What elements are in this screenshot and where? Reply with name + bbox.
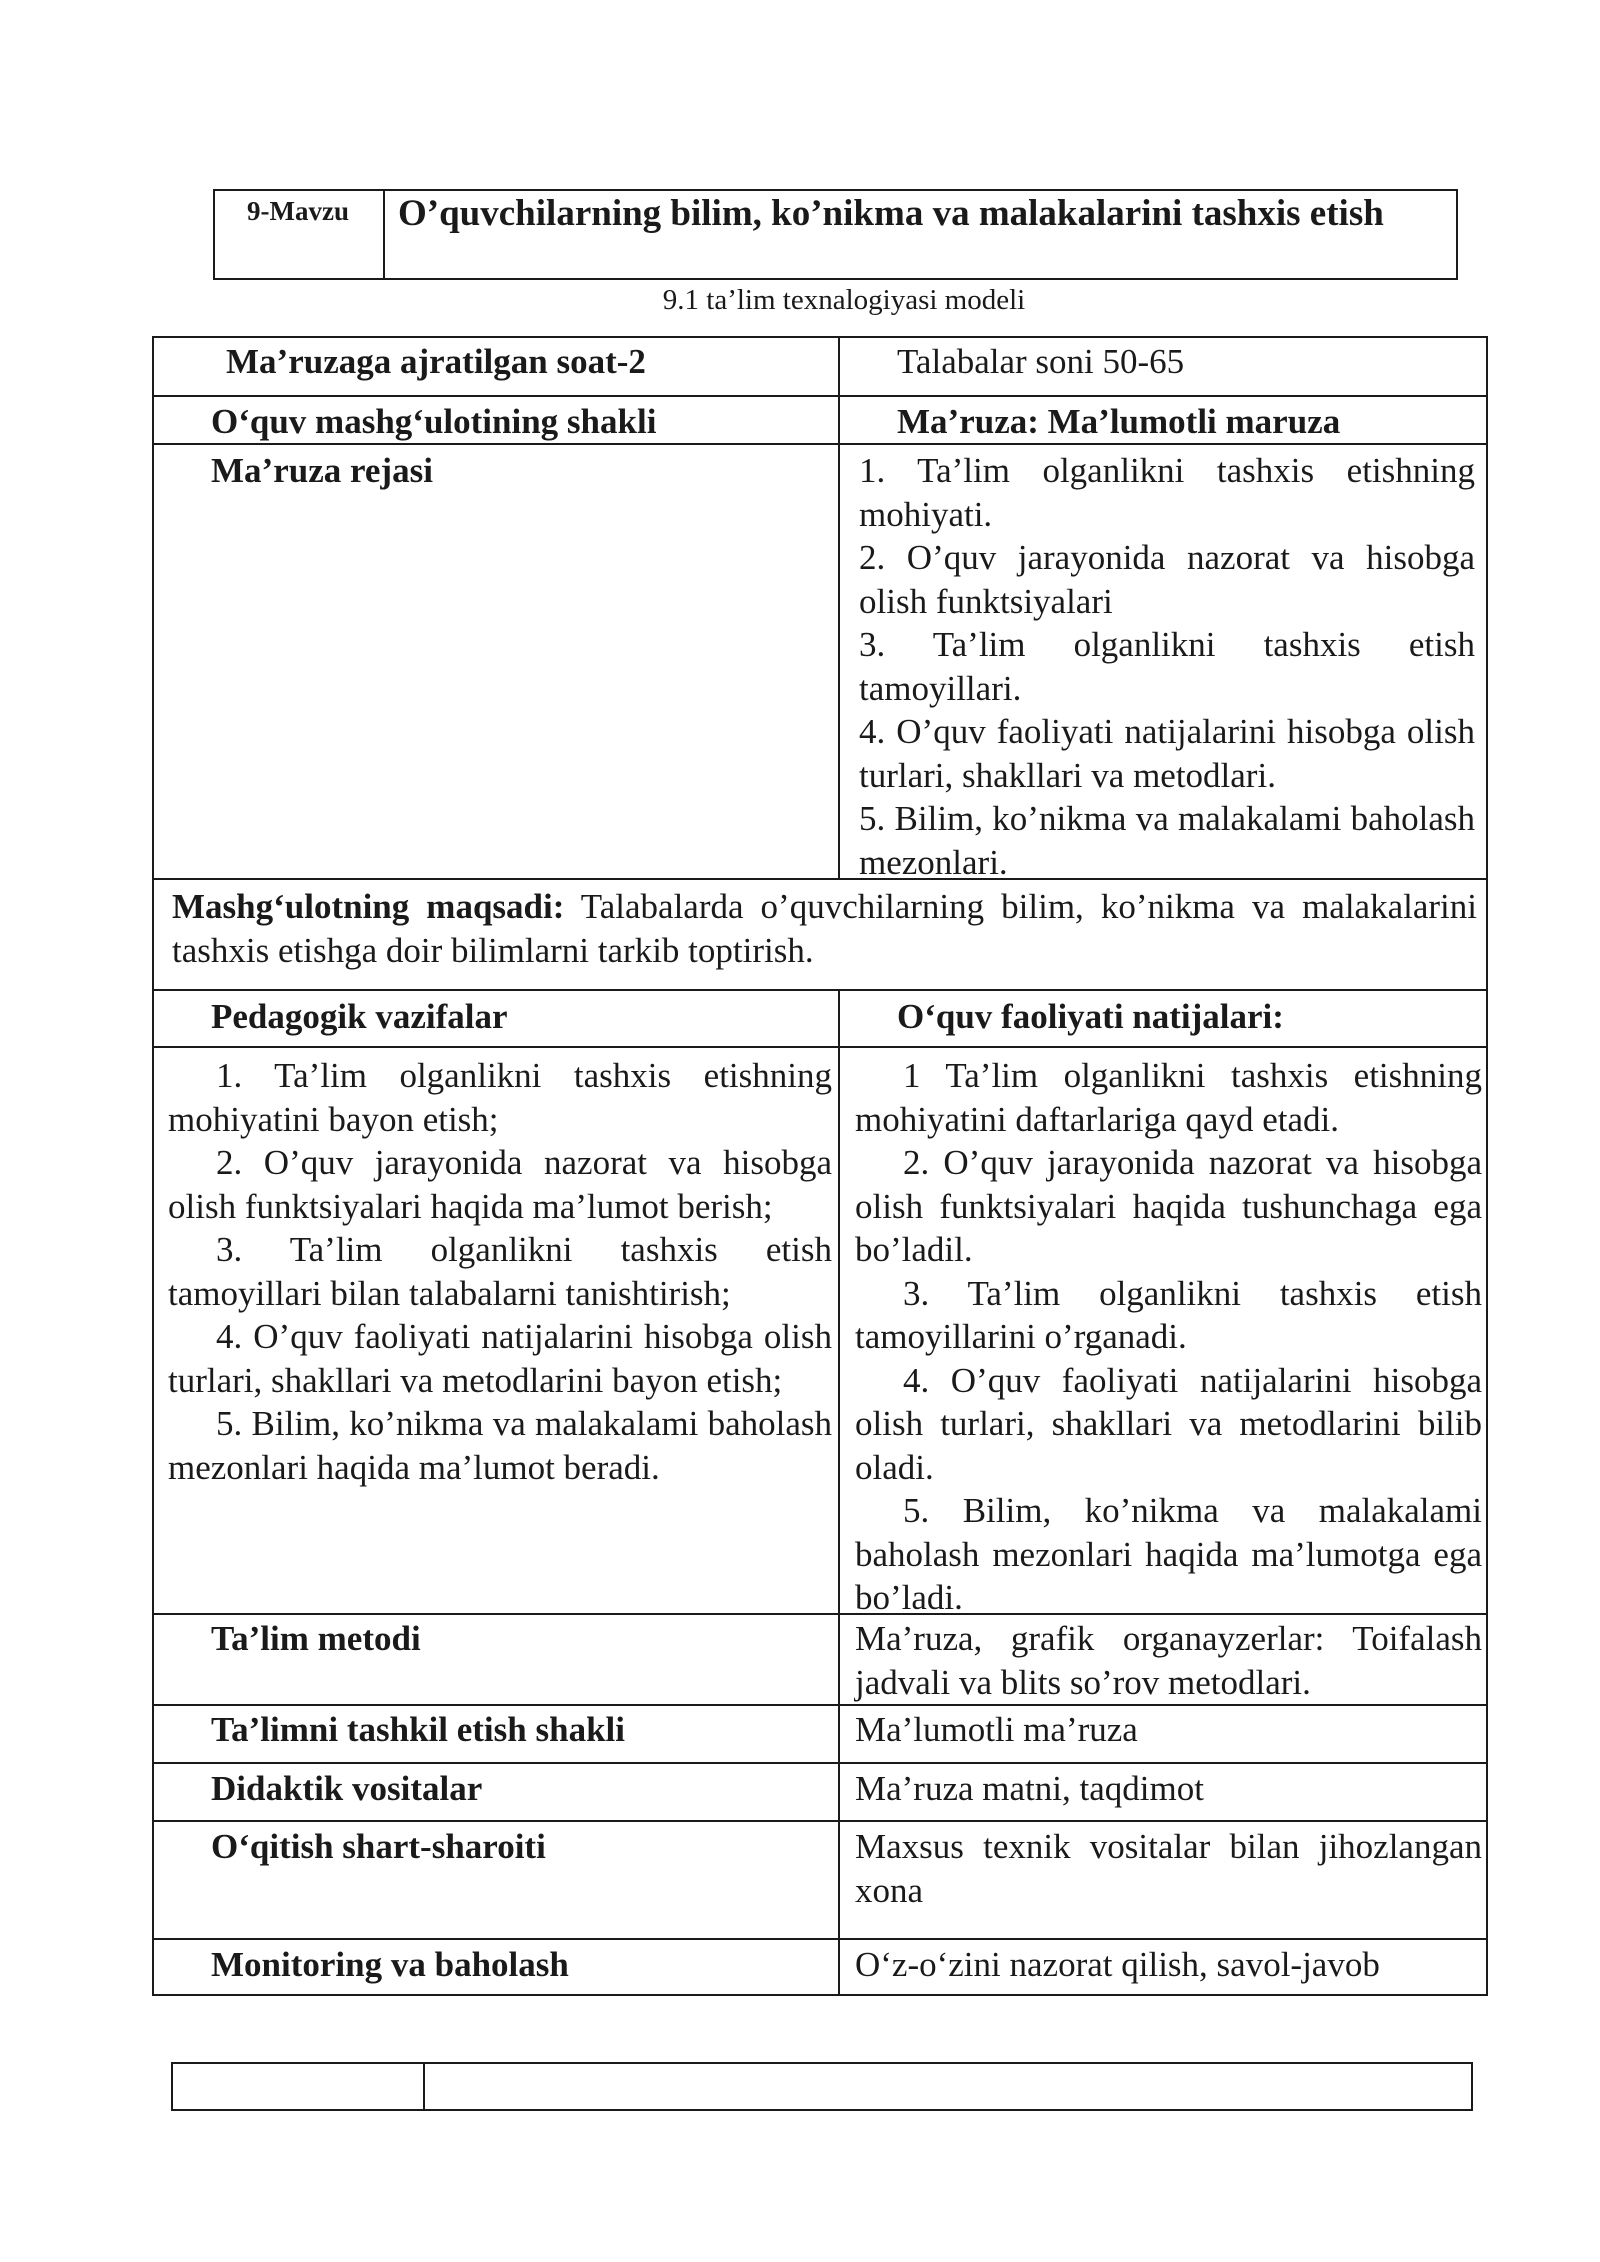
plan-item: 3. Ta’lim olganlikni tashxis etish tamoyillari. [859,625,1475,708]
organization-form-value: Ma’lumotli ma’ruza [855,1710,1138,1749]
didactic-tools-label: Didaktik vositalar [211,1769,483,1808]
session-goal-text: Talabalarda o’quvchilarning bilim, ko’nikma va malakalarini tashxis etishga doir bilimlarni tarkib toptirish. [172,887,1477,970]
topic-number: 9-Mavzu [247,196,349,226]
task-item: 3. Ta’lim olganlikni tashxis etish tamoyillari bilan talabalarni tanishtirish; [168,1230,832,1313]
empty-footer-box [171,2062,1473,2111]
pedagogical-tasks-list [168,1054,832,1489]
result-item: 5. Bilim, ko’nikma va malakalami baholash mezonlari haqida ma’lumotga ega bo’ladi. [855,1491,1482,1617]
task-item: 4. O’quv faoliyati natijalarini hisobga olish turlari, shakllari va metodlarini bayon etish; [168,1317,832,1400]
topic-title: O’quvchilarning bilim, ko’nikma va malakalarini tashxis etish [398,193,1384,234]
lecture-plan-label: Ma’ruza rejasi [211,451,433,490]
session-goal-label: Mashg‘ulotning maqsadi: [172,887,565,926]
empty-footer-divider [423,2062,425,2111]
didactic-tools-value: Ma’ruza matni, taqdimot [855,1769,1204,1808]
monitoring-value: O‘z-o‘zini nazorat qilish, savol-javob [855,1945,1380,1984]
topic-header-divider [383,189,385,280]
result-item: 3. Ta’lim olganlikni tashxis etish tamoyillarini o’rganadi. [855,1273,1482,1356]
result-item: 2. O’quv jarayonida nazorat va hisobga olish funktsiyalari haqida tushunchaga ega bo’ladil. [855,1143,1482,1269]
teaching-conditions-value: Maxsus texnik vositalar bilan jihozlangan xona [855,1827,1482,1910]
session-goal [172,885,1477,972]
model-caption: 9.1 ta’lim texnalogiyasi modeli [662,284,1026,316]
task-item: 5. Bilim, ko’nikma va malakalami baholash mezonlari haqida ma’lumot beradi. [168,1404,832,1487]
result-item: 4. O’quv faoliyati natijalarini hisobga olish turlari, shakllari va metodlarini bilib oladi. [855,1360,1482,1487]
pedagogical-tasks-header: Pedagogik vazifalar [211,997,508,1036]
result-item: 1 Ta’lim olganlikni tashxis etishning mohiyatini daftarlariga qayd etadi. [855,1056,1482,1139]
teaching-conditions-label: O‘qitish shart-sharoiti [211,1827,546,1866]
plan-item: 1. Ta’lim olganlikni tashxis etishning mohiyati. [859,451,1475,534]
student-count: Talabalar soni 50-65 [897,342,1185,381]
plan-item: 4. O’quv faoliyati natijalarini hisobga olish turlari, shakllari va metodlari. [859,712,1475,795]
task-item: 1. Ta’lim olganlikni tashxis etishning mohiyatini bayon etish; [168,1056,832,1139]
organization-form-label: Ta’limni tashkil etish shakli [211,1710,625,1749]
task-item: 2. O’quv jarayonida nazorat va hisobga olish funktsiyalari haqida ma’lumot berish; [168,1143,832,1226]
teaching-method-value: Ma’ruza, grafik organayzerlar: Toifalash jadvali va blits so’rov metodlari. [855,1619,1482,1702]
plan-item: 5. Bilim, ko’nikma va malakalami baholash mezonlari. [859,799,1475,882]
session-form-label: O‘quv mashg‘ulotining shakli [211,402,657,441]
plan-item: 2. O’quv jarayonida nazorat va hisobga olish funktsiyalari [859,538,1475,621]
lecture-plan-list [855,449,1475,884]
teaching-method-label: Ta’lim metodi [211,1619,421,1658]
monitoring-label: Monitoring va baholash [211,1945,569,1984]
session-form-value: Ma’ruza: Ma’lumotli maruza [897,402,1341,441]
learning-results-header: O‘quv faoliyati natijalari: [897,997,1284,1036]
learning-results-list [855,1054,1482,1620]
lecture-hours-label: Ma’ruzaga ajratilgan soat-2 [226,342,646,381]
